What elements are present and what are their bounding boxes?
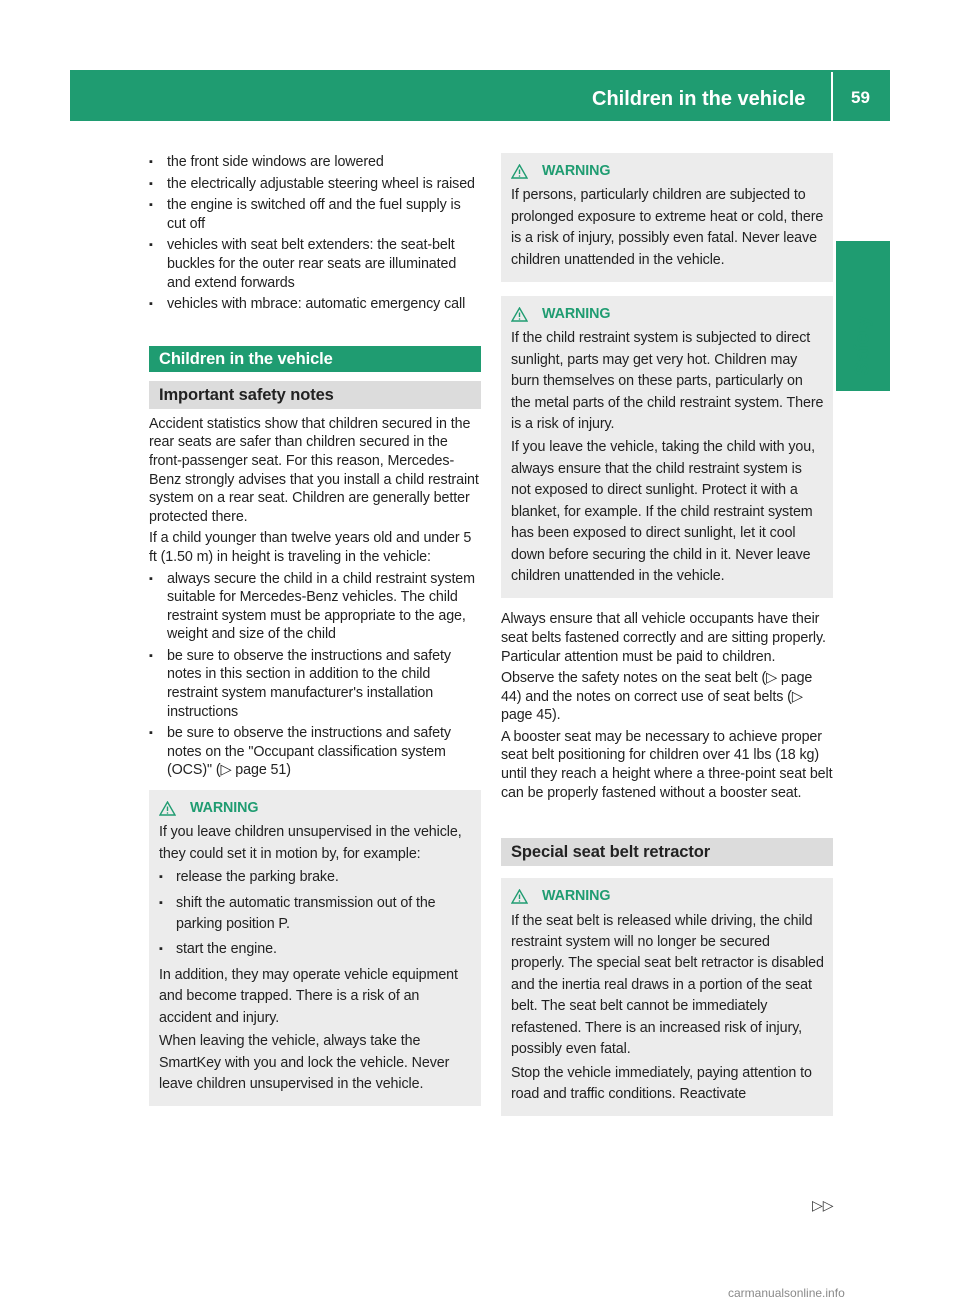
warning-text: If the child restraint system is subjected to direct sunlight, parts may get very hot. Children may burn themselves on these parts, particularly on the metal parts of the child restraint system. There is a risk of injury. bbox=[511, 330, 824, 433]
list-item: ▪ vehicles with seat belt extenders: the seat-belt buckles for the outer rear seats are illuminated and extend forwards bbox=[149, 237, 457, 291]
body-paragraph: Accident statistics show that children secured in the rear seats are safer than children secured in the front-passenger seat. For this reason, Mercedes-Benz strongly advises that you install a child restraint system on a rear seat. Children are generally better protected there. bbox=[149, 415, 479, 525]
warning-text: Stop the vehicle immediately, paying attention to road and traffic conditions. Reactivate bbox=[511, 1064, 812, 1102]
list-item: ▪ the front side windows are lowered bbox=[149, 154, 384, 170]
warning-header bbox=[511, 161, 825, 182]
section-heading: Children in the vehicle bbox=[149, 346, 481, 372]
side-tab-label: Safety bbox=[851, 314, 874, 376]
list-item: ▪ vehicles with mbrace: automatic emergency call bbox=[149, 296, 466, 313]
page-number: 59 bbox=[851, 88, 870, 107]
watermark: carmanualsonline.info bbox=[728, 1286, 845, 1300]
warning-title: WARNING bbox=[542, 163, 611, 179]
warning-box bbox=[501, 153, 833, 282]
subsection-heading: Important safety notes bbox=[149, 381, 481, 409]
warning-icon bbox=[159, 801, 176, 816]
warning-text: If persons, particularly children are subjected to prolonged exposure to extreme heat or cold, there is a risk of injury, possibly even fatal. Never leave children unattended in the vehicle. bbox=[511, 187, 824, 268]
list-item: ▪ start the engine. bbox=[159, 941, 277, 958]
list-item: ▪ shift the automatic transmission out of the parking position P. bbox=[159, 894, 436, 933]
list-item: ▪ release the parking brake. bbox=[159, 869, 339, 886]
right-column bbox=[501, 153, 833, 1116]
subsection-heading: Special seat belt retractor bbox=[501, 838, 833, 866]
side-tab-label-box bbox=[837, 300, 889, 390]
warning-box bbox=[149, 790, 481, 1106]
continue-arrows: ▷▷ bbox=[812, 1197, 834, 1213]
warning-icon bbox=[511, 164, 528, 179]
warning-title: WARNING bbox=[190, 800, 259, 817]
list-item: ▪ always secure the child in a child restraint system suitable for Mercedes-Benz vehicles. The child restraint system must be appropriate to the age, weight and size of the child bbox=[149, 570, 475, 643]
list-item: ▪ be sure to observe the instructions and safety notes in this section in addition to the child restraint system manufacturer's installation instructions bbox=[149, 647, 451, 720]
warning-title: WARNING bbox=[542, 888, 611, 905]
warning-title: WARNING bbox=[542, 306, 611, 323]
warning-text: If the seat belt is released while driving, the child restraint system will no longer be secured properly. The special seat belt retractor is disabled and the inertia real draws in a portion of the seat belt. The seat belt cannot be immediately refastened. There is an increased risk of injury, possibly even fatal. bbox=[511, 912, 824, 1058]
list-item: ▪ the engine is switched off and the fuel supply is cut off bbox=[149, 197, 461, 232]
warning-text: When leaving the vehicle, always take the SmartKey with you and lock the vehicle. Never leave children unsupervised in the vehicle. bbox=[159, 1033, 450, 1092]
page-header-title: Children in the vehicle bbox=[592, 88, 806, 110]
body-paragraph: Always ensure that all vehicle occupants have their seat belts fastened correctly and are sitting properly. Particular attention must be paid to children. bbox=[501, 611, 826, 665]
warning-text: In addition, they may operate vehicle equipment and become trapped. There is a risk of an accident and injury. bbox=[159, 966, 458, 1026]
body-paragraph: A booster seat may be necessary to achieve proper seat belt positioning for children over 41 lbs (18 kg) until they reach a height where a three-point seat belt can be properly fastened without a booster seat. bbox=[501, 728, 833, 801]
header-divider bbox=[831, 72, 833, 121]
warning-box bbox=[501, 296, 833, 598]
warning-header bbox=[511, 304, 825, 325]
warning-icon bbox=[511, 307, 528, 322]
warning-text: If you leave children unsupervised in the vehicle, they could set it in motion by, for example: bbox=[159, 824, 462, 862]
body-paragraph: If a child younger than twelve years old and under 5 ft (1.50 m) in height is traveling in the vehicle: bbox=[149, 530, 472, 565]
list-item: ▪ be sure to observe the instructions and safety notes on the "Occupant classification system (OCS)" (▷ page 51) bbox=[149, 725, 451, 779]
warning-text: If you leave the vehicle, taking the child with you, always ensure that the child restraint system is not exposed to direct sunlight. Protect it with a blanket, for example. If the child restraint system has been exposed to direct sunlight, let it cool down before securing the child in it. Never leave children unattended in the vehicle. bbox=[511, 439, 815, 584]
warning-header bbox=[159, 798, 473, 819]
warning-header bbox=[511, 886, 825, 907]
list-item: ▪ the electrically adjustable steering wheel is raised bbox=[149, 175, 475, 192]
left-column bbox=[149, 153, 481, 1106]
body-paragraph: Observe the safety notes on the seat belt (▷ page 44) and the notes on correct use of seat belts (▷ page 45). bbox=[501, 670, 813, 724]
warning-box bbox=[501, 878, 833, 1116]
warning-icon bbox=[511, 889, 528, 904]
